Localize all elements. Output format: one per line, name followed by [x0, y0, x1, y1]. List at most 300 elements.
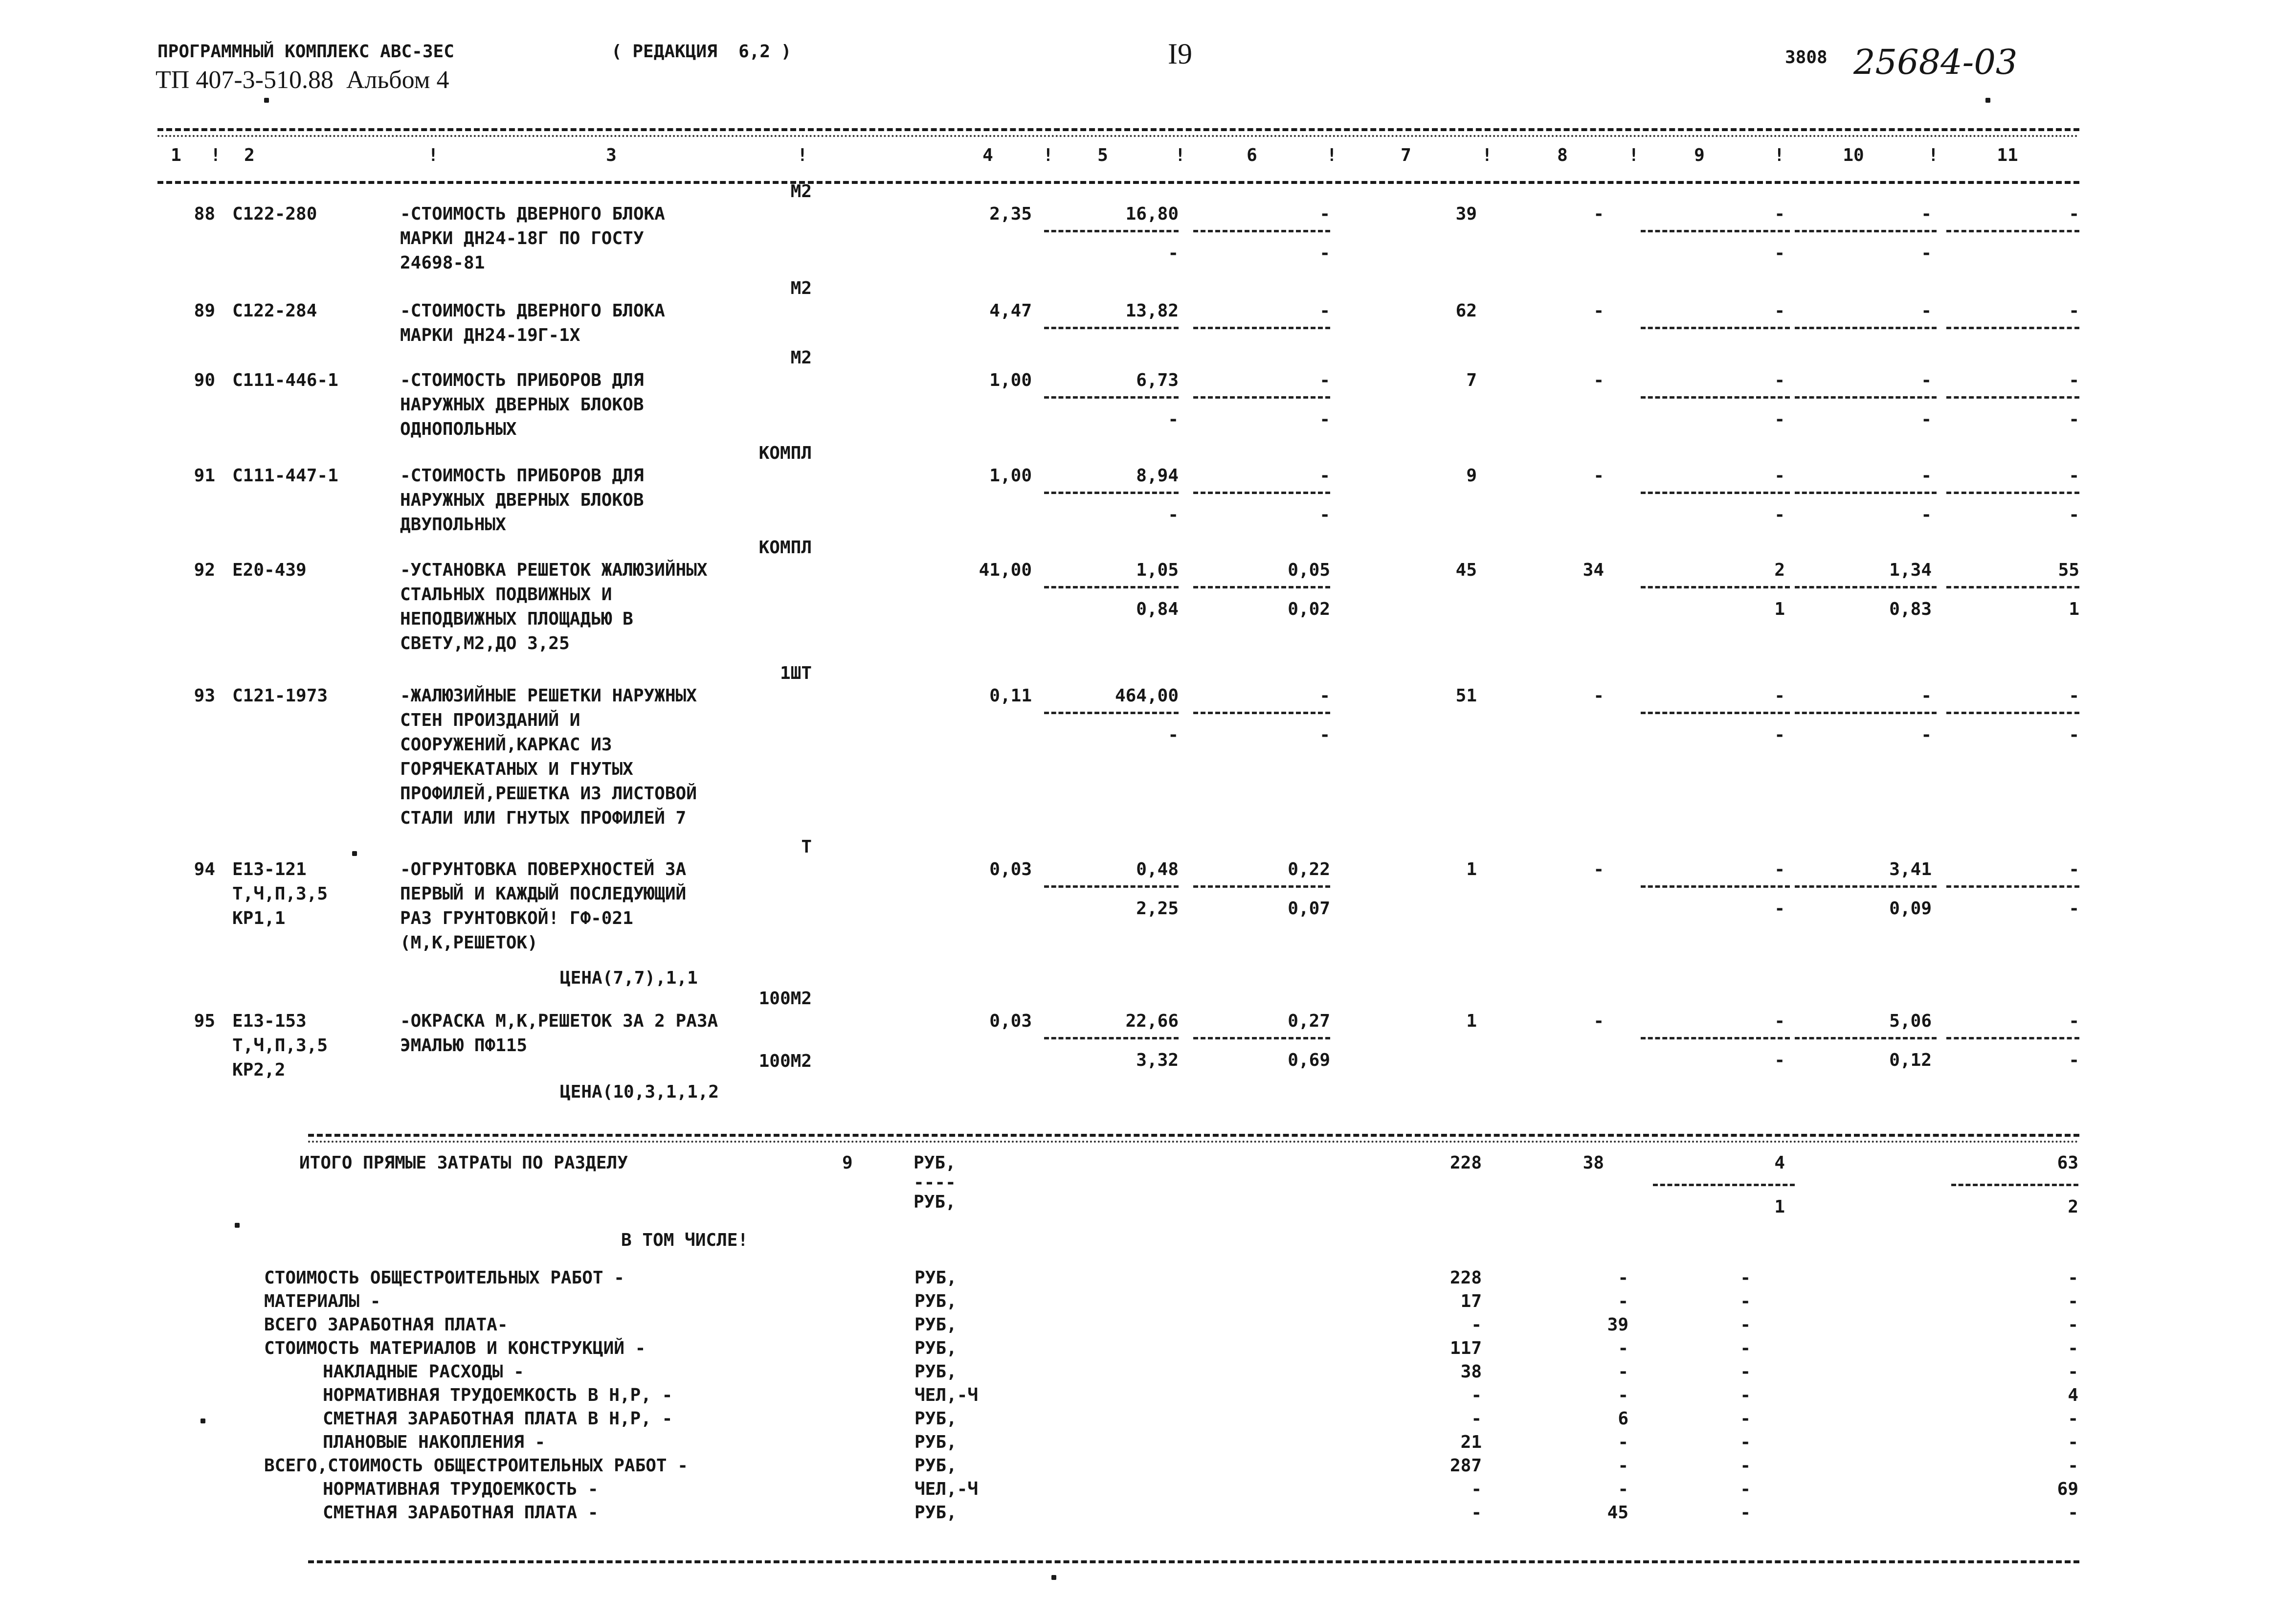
row-col9: -: [1774, 370, 1785, 390]
row-col5: 16,80: [1125, 204, 1179, 224]
row-description: -ОКРАСКА М,К,РЕШЕТОК ЗА 2 РАЗА: [400, 1011, 718, 1031]
cell-divider: [1795, 1037, 1937, 1039]
cell-divider: [1946, 492, 2079, 494]
cell-divider: [1946, 396, 2079, 399]
row-col11-lower: 1: [2069, 599, 2079, 619]
row-col10: 5,06: [1889, 1011, 1932, 1031]
summary-col9: -: [1740, 1362, 1751, 1382]
summary-unit: РУБ,: [914, 1315, 957, 1335]
scan-mark: [235, 1223, 240, 1228]
row-col7: 7: [1466, 370, 1477, 390]
row-description: МАРКИ ДН24-18Г ПО ГОСТУ: [400, 228, 644, 248]
row-col10: -: [1921, 301, 1932, 321]
cell-divider: [1193, 712, 1330, 714]
row-col9: -: [1774, 204, 1785, 224]
column-separator: !: [210, 145, 221, 165]
row-col4: 1,00: [989, 466, 1032, 486]
cell-divider: [1044, 327, 1179, 329]
row-code: С121-1973: [232, 686, 328, 706]
row-code: КР1,1: [232, 908, 286, 928]
summary-col7: -: [1471, 1409, 1482, 1429]
row-col6-lower: 0,07: [1288, 899, 1330, 919]
row-number: 92: [194, 560, 215, 580]
row-description: ОДНОПОЛЬНЫХ: [400, 419, 517, 439]
row-description: ПЕРВЫЙ И КАЖДЫЙ ПОСЛЕДУЮЩИЙ: [400, 884, 687, 904]
row-col4: 2,35: [989, 204, 1032, 224]
summary-label: ПЛАНОВЫЕ НАКОПЛЕНИЯ -: [323, 1432, 546, 1452]
row-col9: -: [1774, 301, 1785, 321]
row-description: 24698-81: [400, 253, 485, 273]
row-col8: -: [1593, 466, 1604, 486]
totals-col9-divider: [1653, 1184, 1795, 1186]
scan-mark: [1985, 98, 1990, 103]
column-header-label: 6: [1247, 145, 1257, 165]
row-code: С111-446-1: [232, 370, 338, 390]
row-col11: -: [2069, 301, 2079, 321]
row-description: МАРКИ ДН24-19Г-1Х: [400, 325, 580, 345]
cell-divider: [1946, 1037, 2079, 1039]
summary-col8: -: [1618, 1456, 1628, 1476]
row-col9-lower: 1: [1774, 599, 1785, 619]
row-col5-lower: -: [1168, 409, 1179, 429]
row-col8: -: [1593, 301, 1604, 321]
column-separator: !: [797, 145, 808, 165]
row-description: -ЖАЛЮЗИЙНЫЕ РЕШЕТКИ НАРУЖНЫХ: [400, 686, 697, 706]
row-number: 93: [194, 686, 215, 706]
row-unit: КОМПЛ: [758, 538, 812, 558]
cell-divider: [1641, 586, 1790, 588]
column-separator: !: [428, 145, 439, 165]
row-col9: -: [1774, 466, 1785, 486]
row-description: СООРУЖЕНИЙ,КАРКАС ИЗ: [400, 735, 612, 755]
cell-divider: [1641, 396, 1790, 399]
row-unit: 1ШТ: [780, 663, 812, 683]
cell-divider: [1795, 586, 1937, 588]
table-bottom-rule: [308, 1560, 2079, 1563]
cell-divider: [1193, 327, 1330, 329]
row-description: СВЕТУ,М2,ДО 3,25: [400, 633, 570, 653]
row-col7: 9: [1466, 466, 1477, 486]
row-description: НАРУЖНЫХ ДВЕРНЫХ БЛОКОВ: [400, 395, 644, 415]
summary-unit: ЧЕЛ,-Ч: [914, 1479, 979, 1499]
column-header-label: 8: [1557, 145, 1568, 165]
row-col6: -: [1319, 301, 1330, 321]
row-number: 91: [194, 466, 215, 486]
summary-col7: 287: [1449, 1456, 1482, 1476]
row-col7: 62: [1455, 301, 1477, 321]
row-code: Е13-121: [232, 859, 307, 879]
row-col6-lower: -: [1319, 243, 1330, 263]
row-col6-lower: 0,02: [1288, 599, 1330, 619]
row-description: -СТОИМОСТЬ ДВЕРНОГО БЛОКА: [400, 301, 665, 321]
cell-divider: [1795, 712, 1937, 714]
row-description: -СТОИМОСТЬ ДВЕРНОГО БЛОКА: [400, 204, 665, 224]
totals-including-label: В ТОМ ЧИСЛЕ!: [621, 1230, 749, 1250]
column-header-rule: [157, 181, 2079, 184]
row-col5-lower: 3,32: [1136, 1050, 1179, 1070]
row-unit: М2: [790, 181, 812, 202]
column-header-label: 9: [1694, 145, 1705, 165]
row-col10-lower: -: [1921, 725, 1932, 745]
row-number: 95: [194, 1011, 215, 1031]
row-col8: -: [1593, 686, 1604, 706]
cell-divider: [1795, 396, 1937, 399]
row-col6: -: [1319, 370, 1330, 390]
summary-unit: РУБ,: [914, 1503, 957, 1523]
row-code: Е20-439: [232, 560, 307, 580]
summary-col11: -: [2068, 1503, 2078, 1523]
summary-label: СТОИМОСТЬ ОБЩЕСТРОИТЕЛЬНЫХ РАБОТ -: [264, 1268, 624, 1288]
summary-col8: -: [1618, 1432, 1628, 1452]
row-col11-lower: -: [2069, 899, 2079, 919]
column-header-label: 4: [982, 145, 993, 165]
totals-col11-second: 2: [2068, 1197, 2078, 1217]
summary-col9: -: [1740, 1432, 1751, 1452]
totals-col8: 38: [1583, 1153, 1604, 1173]
totals-section: 9: [842, 1153, 853, 1173]
cell-divider: [1641, 1037, 1790, 1039]
row-col6: -: [1319, 466, 1330, 486]
column-header-label: 3: [606, 145, 617, 165]
document-title: ТП 407-3-510.88 Альбом 4: [156, 66, 449, 94]
summary-col9: -: [1740, 1503, 1751, 1523]
row-col6: 0,27: [1288, 1011, 1330, 1031]
cell-divider: [1193, 1037, 1330, 1039]
row-col9: -: [1774, 686, 1785, 706]
column-separator: !: [1043, 145, 1054, 165]
summary-col11: 4: [2068, 1385, 2078, 1405]
totals-col9-second: 1: [1774, 1197, 1785, 1217]
cell-divider: [1795, 492, 1937, 494]
summary-unit: РУБ,: [914, 1268, 957, 1288]
totals-col11: 63: [2057, 1153, 2078, 1173]
row-code: Е13-153: [232, 1011, 307, 1031]
summary-col7: 38: [1460, 1362, 1482, 1382]
summary-col8: -: [1618, 1385, 1628, 1405]
row-col4: 1,00: [989, 370, 1032, 390]
column-header-label: 2: [244, 145, 255, 165]
row-unit: М2: [790, 348, 812, 368]
row-col9: 2: [1774, 560, 1785, 580]
summary-col7: -: [1471, 1503, 1482, 1523]
summary-col8: 45: [1607, 1503, 1628, 1523]
row-col5-lower: -: [1168, 243, 1179, 263]
cell-divider: [1946, 230, 2079, 232]
summary-col11: -: [2068, 1338, 2078, 1358]
summary-label: ВСЕГО ЗАРАБОТНАЯ ПЛАТА-: [264, 1315, 508, 1335]
row-number: 88: [194, 204, 215, 224]
row-col6: 0,05: [1288, 560, 1330, 580]
cell-divider: [1946, 712, 2079, 714]
cell-divider: [1946, 586, 2079, 588]
cell-divider: [1946, 327, 2079, 329]
column-separator: !: [1482, 145, 1493, 165]
row-col5: 22,66: [1125, 1011, 1179, 1031]
column-header-label: 10: [1843, 145, 1864, 165]
row-col5-lower: -: [1168, 505, 1179, 525]
column-separator: !: [1774, 145, 1785, 165]
summary-col11: -: [2068, 1291, 2078, 1311]
totals-col7: 228: [1449, 1153, 1482, 1173]
cell-divider: [1044, 230, 1179, 232]
cell-divider: [1641, 492, 1790, 494]
table-top-rule-dotted: [157, 135, 2079, 137]
cell-divider: [1641, 230, 1790, 232]
table-top-rule: [157, 128, 2079, 131]
row-col4: 0,11: [989, 686, 1032, 706]
cell-divider: [1044, 492, 1179, 494]
totals-unit-separator: ----: [914, 1172, 956, 1193]
summary-unit: РУБ,: [914, 1432, 957, 1452]
summary-label: МАТЕРИАЛЫ -: [264, 1291, 381, 1311]
summary-label: СМЕТНАЯ ЗАРАБОТНАЯ ПЛАТА В Н,Р, -: [323, 1409, 673, 1429]
summary-col11: -: [2068, 1315, 2078, 1335]
row-col7: 39: [1455, 204, 1477, 224]
summary-label: НОРМАТИВНАЯ ТРУДОЕМКОСТЬ В Н,Р, -: [323, 1385, 673, 1405]
row-col5: 1,05: [1136, 560, 1179, 580]
cell-divider: [1795, 327, 1937, 329]
row-col10-lower: 0,83: [1889, 599, 1932, 619]
row-col11-lower: -: [2069, 1050, 2079, 1070]
summary-unit: РУБ,: [914, 1291, 957, 1311]
summary-col8: -: [1618, 1362, 1628, 1382]
row-col10-lower: 0,12: [1889, 1050, 1932, 1070]
summary-col9: -: [1740, 1479, 1751, 1499]
cell-divider: [1193, 492, 1330, 494]
row-col6: -: [1319, 204, 1330, 224]
summary-unit: РУБ,: [914, 1409, 957, 1429]
row-col5: 0,48: [1136, 859, 1179, 879]
row-col5: 13,82: [1125, 301, 1179, 321]
scan-mark: [264, 98, 269, 103]
document-code: 25684-03: [1853, 42, 2018, 82]
summary-col7: -: [1471, 1479, 1482, 1499]
row-col8: -: [1593, 1011, 1604, 1031]
summary-col9: -: [1740, 1385, 1751, 1405]
row-col7: 1: [1466, 1011, 1477, 1031]
cell-divider: [1044, 586, 1179, 588]
row-col4: 4,47: [989, 301, 1032, 321]
summary-label: ВСЕГО,СТОИМОСТЬ ОБЩЕСТРОИТЕЛЬНЫХ РАБОТ -: [264, 1456, 688, 1476]
row-col8: -: [1593, 204, 1604, 224]
row-col10: -: [1921, 370, 1932, 390]
row-col7: 45: [1455, 560, 1477, 580]
summary-label: СМЕТНАЯ ЗАРАБОТНАЯ ПЛАТА -: [323, 1503, 599, 1523]
row-number: 90: [194, 370, 215, 390]
summary-col9: -: [1740, 1409, 1751, 1429]
row-unit: Т: [801, 837, 812, 857]
summary-label: СТОИМОСТЬ МАТЕРИАЛОВ И КОНСТРУКЦИЙ -: [264, 1338, 646, 1358]
row-col5: 8,94: [1136, 466, 1179, 486]
row-col9-lower: -: [1774, 725, 1785, 745]
column-header-label: 5: [1097, 145, 1108, 165]
summary-col8: -: [1618, 1479, 1628, 1499]
summary-col7: 117: [1449, 1338, 1482, 1358]
row-description: СТАЛИ ИЛИ ГНУТЫХ ПРОФИЛЕЙ 7: [400, 808, 687, 828]
summary-col7: 17: [1460, 1291, 1482, 1311]
cell-divider: [1946, 885, 2079, 888]
row-col8: -: [1593, 370, 1604, 390]
scan-mark: [201, 1418, 205, 1423]
row-unit: 100М2: [758, 989, 812, 1009]
cell-divider: [1193, 230, 1330, 232]
row-col10: -: [1921, 686, 1932, 706]
row-col8: 34: [1583, 560, 1604, 580]
summary-col9: -: [1740, 1268, 1751, 1288]
column-separator: !: [1326, 145, 1337, 165]
totals-col11-divider: [1951, 1184, 2078, 1186]
row-col9: -: [1774, 1011, 1785, 1031]
row-col5-lower: 2,25: [1136, 899, 1179, 919]
summary-col9: -: [1740, 1338, 1751, 1358]
row-col5-lower: 0,84: [1136, 599, 1179, 619]
summary-col9: -: [1740, 1291, 1751, 1311]
row-number: 89: [194, 301, 215, 321]
row-description: НАРУЖНЫХ ДВЕРНЫХ БЛОКОВ: [400, 490, 644, 510]
row-col6-lower: 0,69: [1288, 1050, 1330, 1070]
summary-col11: -: [2068, 1456, 2078, 1476]
row-col4: 0,03: [989, 1011, 1032, 1031]
row-code: С111-447-1: [232, 466, 338, 486]
row-col6: -: [1319, 686, 1330, 706]
row-col6-lower: -: [1319, 409, 1330, 429]
row-col8: -: [1593, 859, 1604, 879]
summary-col11: -: [2068, 1362, 2078, 1382]
summary-unit: РУБ,: [914, 1338, 957, 1358]
totals-unit-second: РУБ,: [914, 1192, 956, 1212]
row-col9-lower: -: [1774, 1050, 1785, 1070]
summary-col7: 228: [1449, 1268, 1482, 1288]
summary-col9: -: [1740, 1315, 1751, 1335]
column-header-label: 1: [171, 145, 181, 165]
cell-divider: [1193, 396, 1330, 399]
row-description: ДВУПОЛЬНЫХ: [400, 515, 506, 535]
cell-divider: [1641, 327, 1790, 329]
cell-divider: [1044, 396, 1179, 399]
totals-top-rule-dotted: [308, 1141, 2079, 1143]
row-col11: -: [2069, 686, 2079, 706]
row-col10-lower: -: [1921, 409, 1932, 429]
summary-col11: 69: [2057, 1479, 2078, 1499]
cell-divider: [1044, 1037, 1179, 1039]
row-col5-lower: -: [1168, 725, 1179, 745]
row-price-reference: ЦЕНА(10,3,1,1,2: [560, 1082, 719, 1102]
row-col5: 464,00: [1115, 686, 1179, 706]
row-description: -ОГРУНТОВКА ПОВЕРХНОСТЕЙ ЗА: [400, 859, 687, 879]
row-col10-lower: 0,09: [1889, 899, 1932, 919]
totals-col9: 4: [1774, 1153, 1785, 1173]
row-code: КР2,2: [232, 1060, 286, 1080]
row-col11: -: [2069, 1011, 2079, 1031]
row-col10: -: [1921, 204, 1932, 224]
row-col11: -: [2069, 859, 2079, 879]
row-col9-lower: -: [1774, 409, 1785, 429]
cell-divider: [1193, 885, 1330, 888]
column-header-label: 7: [1401, 145, 1411, 165]
row-col10-lower: -: [1921, 243, 1932, 263]
cell-divider: [1044, 885, 1179, 888]
summary-unit: ЧЕЛ,-Ч: [914, 1385, 979, 1405]
summary-col11: -: [2068, 1268, 2078, 1288]
row-col10: -: [1921, 466, 1932, 486]
row-description: (М,К,РЕШЕТОК): [400, 933, 538, 953]
summary-col11: -: [2068, 1432, 2078, 1452]
row-unit: КОМПЛ: [758, 443, 812, 463]
totals-top-rule: [308, 1134, 2079, 1137]
row-col9-lower: -: [1774, 505, 1785, 525]
scan-mark: [352, 851, 357, 856]
row-col10: 3,41: [1889, 859, 1932, 879]
row-unit: М2: [790, 278, 812, 298]
row-description: ЭМАЛЬЮ ПФ115: [400, 1036, 528, 1056]
summary-col8: -: [1618, 1338, 1628, 1358]
row-price-reference: ЦЕНА(7,7),1,1: [560, 968, 698, 988]
row-col11: 55: [2058, 560, 2079, 580]
column-header-label: 11: [1997, 145, 2018, 165]
row-code: Т,Ч,П,3,5: [232, 884, 328, 904]
row-col11: -: [2069, 370, 2079, 390]
row-number: 94: [194, 859, 215, 879]
row-col7: 1: [1466, 859, 1477, 879]
row-col10: 1,34: [1889, 560, 1932, 580]
summary-col11: -: [2068, 1409, 2078, 1429]
page-number: I9: [1168, 38, 1192, 70]
row-code: С122-280: [232, 204, 317, 224]
column-separator: !: [1928, 145, 1939, 165]
row-description: -СТОИМОСТЬ ПРИБОРОВ ДЛЯ: [400, 466, 644, 486]
column-separator: !: [1628, 145, 1639, 165]
row-col11-lower: -: [2069, 725, 2079, 745]
summary-col7: -: [1471, 1315, 1482, 1335]
row-col9-lower: -: [1774, 899, 1785, 919]
row-description: НЕПОДВИЖНЫХ ПЛОЩАДЬЮ В: [400, 609, 633, 629]
summary-col9: -: [1740, 1456, 1751, 1476]
summary-col8: 39: [1607, 1315, 1628, 1335]
row-col6-lower: -: [1319, 725, 1330, 745]
cell-divider: [1044, 712, 1179, 714]
row-col9: -: [1774, 859, 1785, 879]
program-edition: ( РЕДАКЦИЯ 6,2 ): [611, 42, 792, 62]
summary-col8: -: [1618, 1291, 1628, 1311]
cell-divider: [1641, 885, 1790, 888]
cell-divider: [1193, 586, 1330, 588]
summary-unit: РУБ,: [914, 1456, 957, 1476]
row-col11: -: [2069, 466, 2079, 486]
row-unit-second: 100М2: [758, 1051, 812, 1071]
row-description: -СТОИМОСТЬ ПРИБОРОВ ДЛЯ: [400, 370, 644, 390]
row-col11-lower: -: [2069, 409, 2079, 429]
summary-label: НАКЛАДНЫЕ РАСХОДЫ -: [323, 1362, 524, 1382]
row-description: ГОРЯЧЕКАТАНЫХ И ГНУТЫХ: [400, 759, 633, 779]
row-col9-lower: -: [1774, 243, 1785, 263]
row-col10-lower: -: [1921, 505, 1932, 525]
program-name: ПРОГРАММНЫЙ КОМПЛЕКС АВС-ЗЕС: [157, 42, 454, 62]
row-col6-lower: -: [1319, 505, 1330, 525]
row-col6: 0,22: [1288, 859, 1330, 879]
scan-mark: [1051, 1575, 1056, 1580]
summary-col7: 21: [1460, 1432, 1482, 1452]
row-code: С122-284: [232, 301, 317, 321]
row-description: -УСТАНОВКА РЕШЕТОК ЖАЛЮЗИЙНЫХ: [400, 560, 708, 580]
code-prefix: 3808: [1785, 47, 1828, 68]
totals-unit: РУБ,: [914, 1153, 956, 1173]
row-col4: 41,00: [979, 560, 1032, 580]
cell-divider: [1795, 230, 1937, 232]
summary-col8: 6: [1618, 1409, 1628, 1429]
row-col11-lower: -: [2069, 505, 2079, 525]
row-col5: 6,73: [1136, 370, 1179, 390]
summary-col8: -: [1618, 1268, 1628, 1288]
